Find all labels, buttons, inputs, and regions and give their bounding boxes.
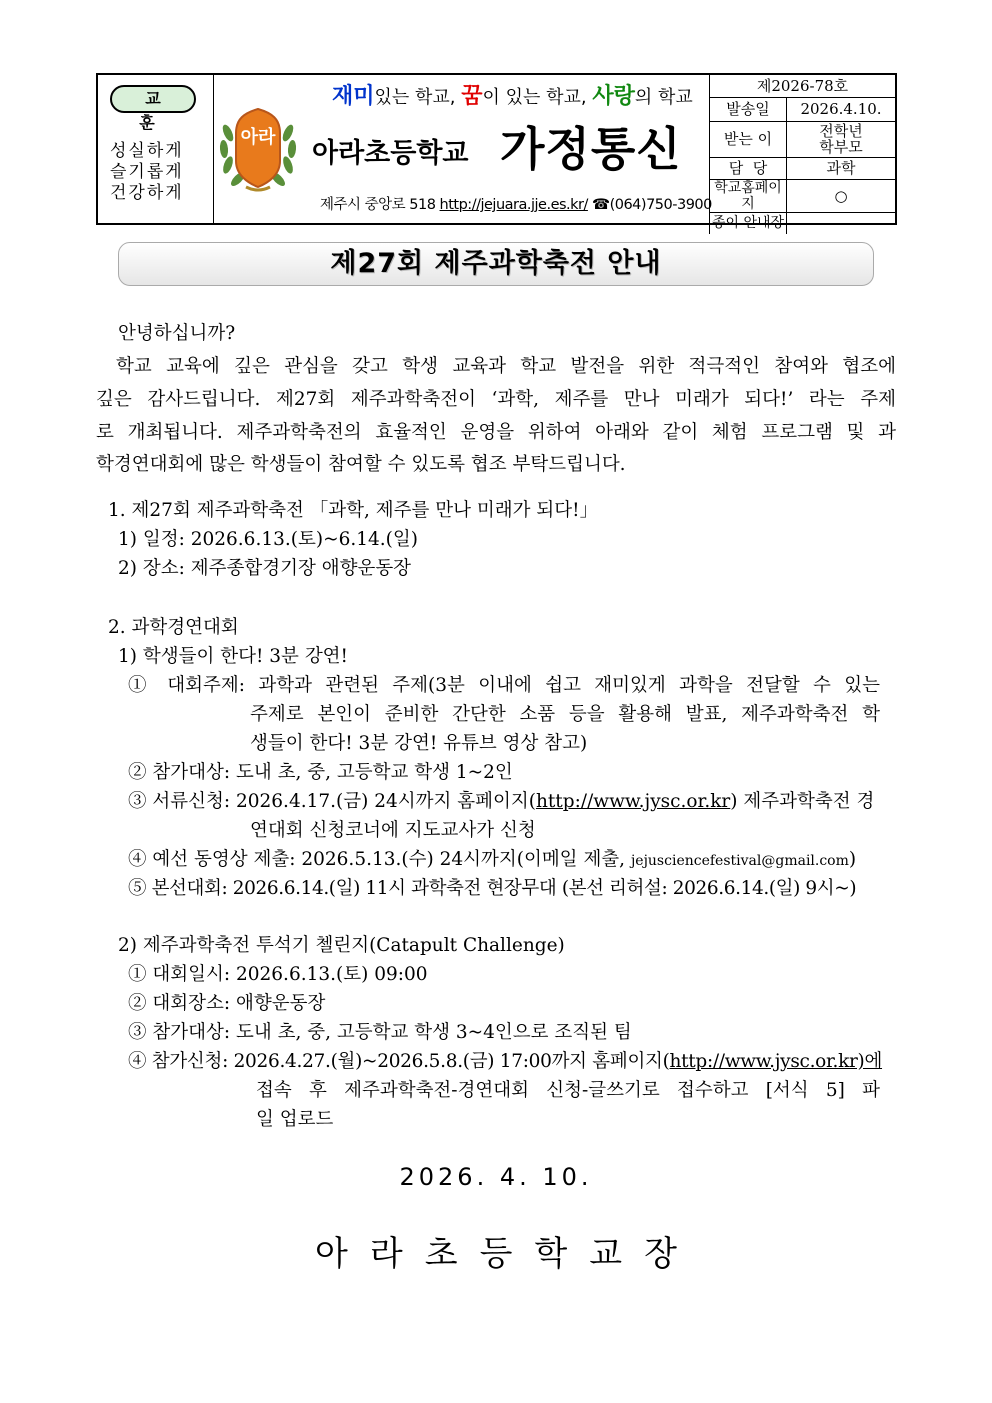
homepage-label: 학교홈페이지 [710,179,787,212]
address-text: 제주시 중앙로 518 [320,197,436,213]
sub2-item-target: ③ 참가대상: 도내 초, 중, 고등학교 학생 3~4인으로 조직된 팀 [128,1022,632,1043]
recipient-label: 받는 이 [710,121,787,157]
document-title: 제27회 제주과학축전 안내 [330,248,662,279]
slogan-word-dream: 꿈 [461,84,483,109]
sub2-item-application [128,1050,882,1074]
principal-signature: 아라초등학교장 [315,1234,699,1274]
newsletter-header [96,73,897,232]
logo-area [214,75,712,223]
application-text: ) 제주과학축전 경 [730,791,875,812]
sub1-item-application [128,790,880,814]
school-slogan [332,79,693,110]
video-text: ) [848,849,857,870]
section1-heading: 1. 제27회 제주과학축전 「과학, 제주를 만나 미래가 되다!」 [108,500,599,521]
slogan-word-fun: 재미 [332,84,375,109]
application-text: ③ 서류신청: 2026.4.17.(금) 24시까지 홈페이지( [128,791,536,812]
homepage-mark: ○ [787,179,896,212]
emblem-text: 아라 [240,127,276,148]
school-name: 아라초등학교 [312,138,469,169]
paper-label: 종이 안내장 [710,212,787,234]
school-motto [98,75,214,223]
paper-mark [787,212,896,234]
sub1-item-topic: ① 대회주제: 과학과 관련된 주제(3분 이내에 쉽고 재미있게 과학을 전달할 수 있는 [128,675,880,696]
issue-number: 제2026-78호 [710,75,896,97]
school-address [320,193,712,214]
sub1-heading: 1) 학생들이 한다! 3분 강연! [118,646,348,667]
sub1-item-target: ② 참가대상: 도내 초, 중, 고등학교 학생 1~2인 [128,762,513,783]
sub2-item-application-cont: 일 업로드 [256,1109,334,1130]
charge-label: 담 당 [710,157,787,179]
sub2-item-place: ② 대회장소: 애향운동장 [128,993,326,1014]
intro-line: 깊은 감사드립니다. 제27회 제주과학축전이 ‘과학, 제주를 만나 미래가 되다!’ 라는 주제 [96,389,896,410]
title-banner [118,242,874,286]
issue-date: 2026. 4. 10. [399,1163,593,1191]
slogan-text: 이 있는 학교, [482,87,593,108]
recipient [787,121,896,157]
sub1-item-application-cont: 연대회 신청코너에 지도교사가 신청 [250,820,536,841]
sub2-item-date: ① 대회일시: 2026.6.13.(토) 09:00 [128,964,428,985]
festival-email[interactable]: jejusciencefestival@gmail.com [630,853,849,869]
section1-item: 1) 일정: 2026.6.13.(토)~6.14.(일) [118,529,418,550]
greeting: 안녕하십니까? [118,323,236,344]
slogan-word-love: 사랑 [592,84,635,109]
info-table [709,75,895,234]
school-emblem-icon [216,103,300,195]
sub2-heading: 2) 제주과학축전 투석기 첼린지(Catapult Challenge) [118,935,565,956]
slogan-text: 있는 학교, [374,87,462,108]
section1-item: 2) 장소: 제주종합경기장 애향운동장 [118,558,412,579]
send-date: 2026.4.10. [787,97,896,121]
sub1-item-video [128,848,856,873]
intro-line: 학교 교육에 깊은 관심을 갖고 학생 교육과 학교 발전을 위한 적극적인 참여와 협조에 [116,356,896,377]
jysc-link[interactable]: http://www.jysc.or.kr)에 [669,1051,883,1072]
charge: 과학 [787,157,896,179]
motto-line: 건강하게 [110,183,184,203]
newsletter-title: 가정통신 [500,122,682,176]
sub1-item-topic-cont: 주제로 본인이 준비한 간단한 소품 등을 활용해 발표, 제주과학축전 학 [250,704,880,725]
intro-line: 학경연대회에 많은 학생들이 참여할 수 있도록 협조 부탁드립니다. [96,454,626,475]
motto-line: 슬기롭게 [110,162,184,182]
motto-line: 성실하게 [110,141,184,161]
intro-line: 로 개최됩니다. 제주과학축전의 효율적인 운영을 위하여 아래와 같이 체험 프로그램 및 과 [96,422,896,443]
recipient-line: 전학년 [819,122,863,140]
jysc-link[interactable]: http://www.jysc.or.kr [535,791,731,812]
sub1-item-final: ⑤ 본선대회: 2026.6.14.(일) 11시 과학축전 현장무대 (본선 리허설: 2026.6.14.(일) 9시~) [128,878,857,899]
phone-number: ☎(064)750-3900 [592,197,712,213]
school-website-link[interactable]: http://jejuara.jje.es.kr/ [439,197,588,213]
motto-label: 교 훈 [110,85,196,113]
application-text: ④ 참가신청: 2026.4.27.(월)~2026.5.8.(금) 17:00까지 홈페이지( [128,1051,670,1072]
send-date-label: 발송일 [710,97,787,121]
slogan-text: 의 학교 [634,87,693,108]
section2-heading: 2. 과학경연대회 [108,617,239,638]
sub2-item-application-cont: 접속 후 제주과학축전-경연대회 신청-글쓰기로 접수하고 [서식 5] 파 [256,1080,880,1101]
sub1-item-topic-cont: 생들이 한다! 3분 강연! 유튜브 영상 참고) [250,733,588,754]
recipient-line: 학부모 [819,138,863,156]
video-text: ④ 예선 동영상 제출: 2026.5.13.(수) 24시까지(이메일 제출, [128,849,631,870]
